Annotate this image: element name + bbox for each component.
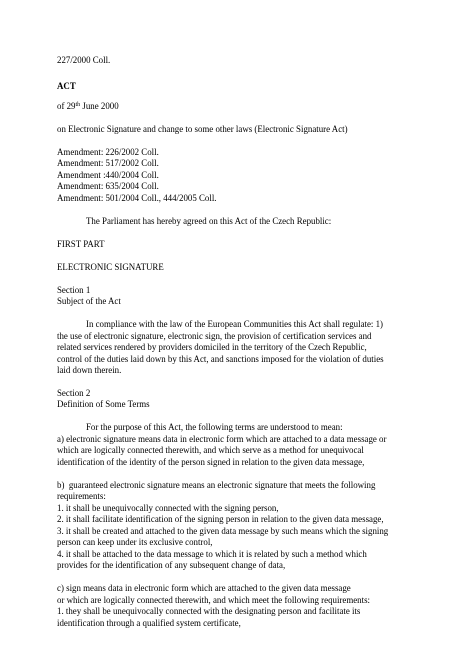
section-2-b-line: requirements: bbox=[57, 491, 106, 501]
act-title: ACT bbox=[57, 81, 76, 91]
section-2-b-line: person can keep under its exclusive control, bbox=[57, 537, 213, 547]
section-1-number: Section 1 bbox=[57, 285, 91, 295]
section-2-a-line: identification of the identity of the person signed in relation to the given data message, bbox=[57, 457, 365, 467]
section-2-title: Definition of Some Terms bbox=[57, 399, 150, 409]
amendment-line: Amendment: 501/2004 Coll., 444/2005 Coll. bbox=[57, 193, 217, 203]
section-1-text-line: the use of electronic signature, electronic sign, the provision of certification services and bbox=[57, 331, 372, 341]
preamble: The Parliament has hereby agreed on this Act of the Czech Republic: bbox=[86, 216, 332, 226]
section-1-text-line: In compliance with the law of the European Communities this Act shall regulate: 1) bbox=[86, 319, 383, 329]
date-prefix: of 29 bbox=[57, 101, 76, 111]
section-1-title: Subject of the Act bbox=[57, 296, 121, 306]
part-heading: FIRST PART bbox=[57, 239, 105, 249]
section-2-c-line: or which are logically connected therewith, and which meet the following requirements: bbox=[57, 595, 370, 605]
section-2-b-line: 1. it shall be unequivocally connected with the signing person, bbox=[57, 503, 279, 513]
amendment-line: Amendment: 517/2002 Coll. bbox=[57, 158, 159, 168]
section-2-b-line: b) guaranteed electronic signature means an electronic signature that meets the following bbox=[57, 480, 376, 490]
date-superscript: th bbox=[75, 102, 81, 108]
act-date bbox=[57, 101, 119, 112]
section-2-c-line: 1. they shall be unequivocally connected with the designating person and facilitate its bbox=[57, 606, 361, 616]
section-2-b-line: provides for the identification of any subsequent change of data, bbox=[57, 560, 286, 570]
section-1-text-line: laid down therein. bbox=[57, 365, 122, 375]
section-2-a-line: a) electronic signature means data in electronic form which are attached to a data message or bbox=[57, 434, 387, 444]
part-title: ELECTRONIC SIGNATURE bbox=[57, 262, 164, 272]
amendment-line: Amendment: 226/2002 Coll. bbox=[57, 147, 159, 157]
section-1-text-line: related services rendered by providers domiciled in the territory of the Czech Republic, bbox=[57, 342, 367, 352]
section-2-number: Section 2 bbox=[57, 388, 91, 398]
amendment-line: Amendment :440/2004 Coll. bbox=[57, 170, 159, 180]
act-subject: on Electronic Signature and change to some other laws (Electronic Signature Act) bbox=[57, 124, 348, 134]
section-2-b-line: 2. it shall facilitate identification of the signing person in relation to the given data message, bbox=[57, 514, 384, 524]
amendment-line: Amendment: 635/2004 Coll. bbox=[57, 181, 159, 191]
section-2-c-line: c) sign means data in electronic form which are attached to the given data message bbox=[57, 583, 351, 593]
section-2-b-line: 3. it shall be created and attached to the given data message by such means which the signing bbox=[57, 526, 389, 536]
section-1-text-line: control of the duties laid down by this Act, and sanctions imposed for the violation of duties bbox=[57, 354, 384, 364]
coll-number: 227/2000 Coll. bbox=[57, 55, 111, 65]
section-2-b-line: 4. it shall be attached to the data message to which it is related by such a method which bbox=[57, 549, 367, 559]
section-2-a-line: which are logically connected therewith, and which serve as a method for unequivocal bbox=[57, 445, 364, 455]
section-2-intro: For the purpose of this Act, the following terms are understood to mean: bbox=[86, 422, 343, 432]
date-suffix: June 2000 bbox=[80, 101, 119, 111]
section-2-c-line: identification through a qualified system certificate, bbox=[57, 618, 241, 628]
